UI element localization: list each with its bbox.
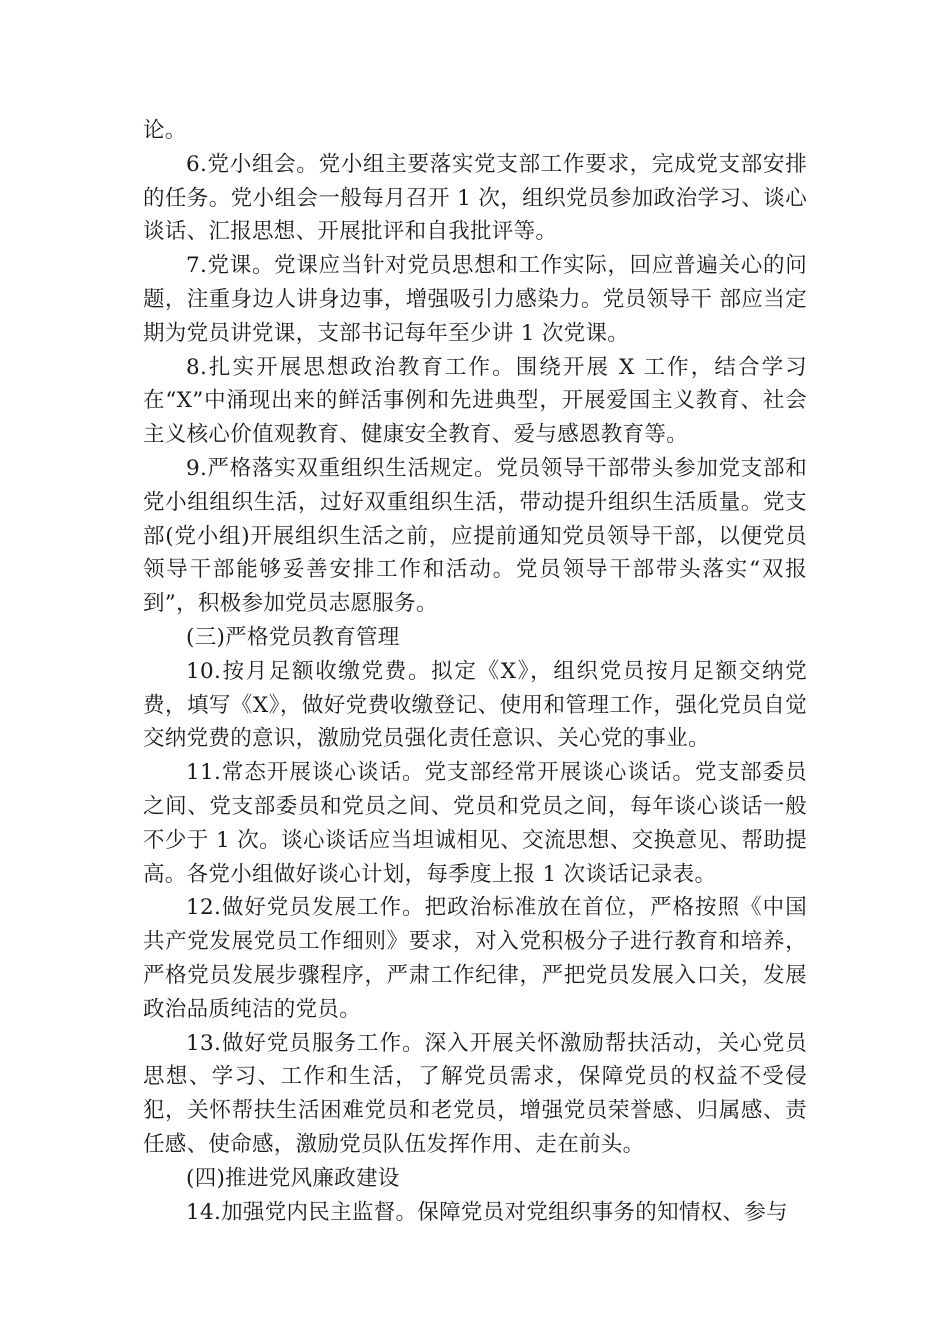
paragraph-item-12: 12.做好党员发展工作。把政治标准放在首位，严格按照《中国共产党发展党员工作细则》要求，对入党积极分子进行教育和培养，严格党员发展步骤程序，严肃工作纪律，严把党员发展入口关，发展政治品质纯洁的党员。 (143, 895, 807, 1022)
paragraph-item-11: 11.常态开展谈心谈话。党支部经常开展谈心谈话。党支部委员之间、党支部委员和党员之间、党员和党员之间，每年谈心谈话一般不少于 1 次。谈心谈话应当坦诚相见、交流思想、交换意见、帮助提高。各党小组做好谈心计划，每季度上报 1 次谈话记录表。 (143, 760, 807, 887)
paragraph-item-8: 8.扎实开展思想政治教育工作。围绕开展 X 工作，结合学习在“X”中涌现出来的鲜活事例和先进典型，开展爱国主义教育、社会主义核心价值观教育、健康安全教育、爱与感恩教育等。 (143, 354, 807, 448)
section-heading-3: (三)严格党员教育管理 (186, 624, 400, 650)
paragraph-continuation: 论。 (143, 118, 187, 143)
paragraph-item-7: 7.党课。党课应当针对党员思想和工作实际，回应普遍关心的问题，注重身边人讲身边事，增强吸引力感染力。党员领导干 部应当定期为党员讲党课，支部书记每年至少讲 1 次党课。 (143, 253, 807, 346)
paragraph-item-9: 9.严格落实双重组织生活规定。党员领导干部带头参加党支部和党小组组织生活，过好双重组织生活，带动提升组织生活质量。党支部(党小组)开展组织生活之前，应提前通知党员领导干部，以便党员领导干部能够妥善安排工作和活动。党员领导干部带头落实“双报到”，积极参加党员志愿服务。 (143, 455, 807, 617)
paragraph-item-13: 13.做好党员服务工作。深入开展关怀激励帮扶活动，关心党员思想、学习、工作和生活，了解党员需求，保障党员的权益不受侵犯，关怀帮扶生活困难党员和老党员，增强党员荣誉感、归属感、责任感、使命感，激励党员队伍发挥作用、走在前头。 (143, 1030, 807, 1157)
document-body (143, 114, 807, 1229)
section-heading-4: (四)推进党风廉政建设 (186, 1165, 400, 1191)
paragraph-item-10: 10.按月足额收缴党费。拟定《X》，组织党员按月足额交纳党费，填写《X》，做好党费收缴登记、使用和管理工作，强化党员自觉交纳党费的意识，激励党员强化责任意识、关心党的事业。 (143, 658, 807, 752)
paragraph-item-14: 14.加强党内民主监督。保障党员对党组织事务的知情权、参与 (186, 1199, 788, 1225)
paragraph-item-6: 6.党小组会。党小组主要落实党支部工作要求，完成党支部安排的任务。党小组会一般每月召开 1 次，组织党员参加政治学习、谈心谈话、汇报思想、开展批评和自我批评等。 (143, 151, 807, 245)
